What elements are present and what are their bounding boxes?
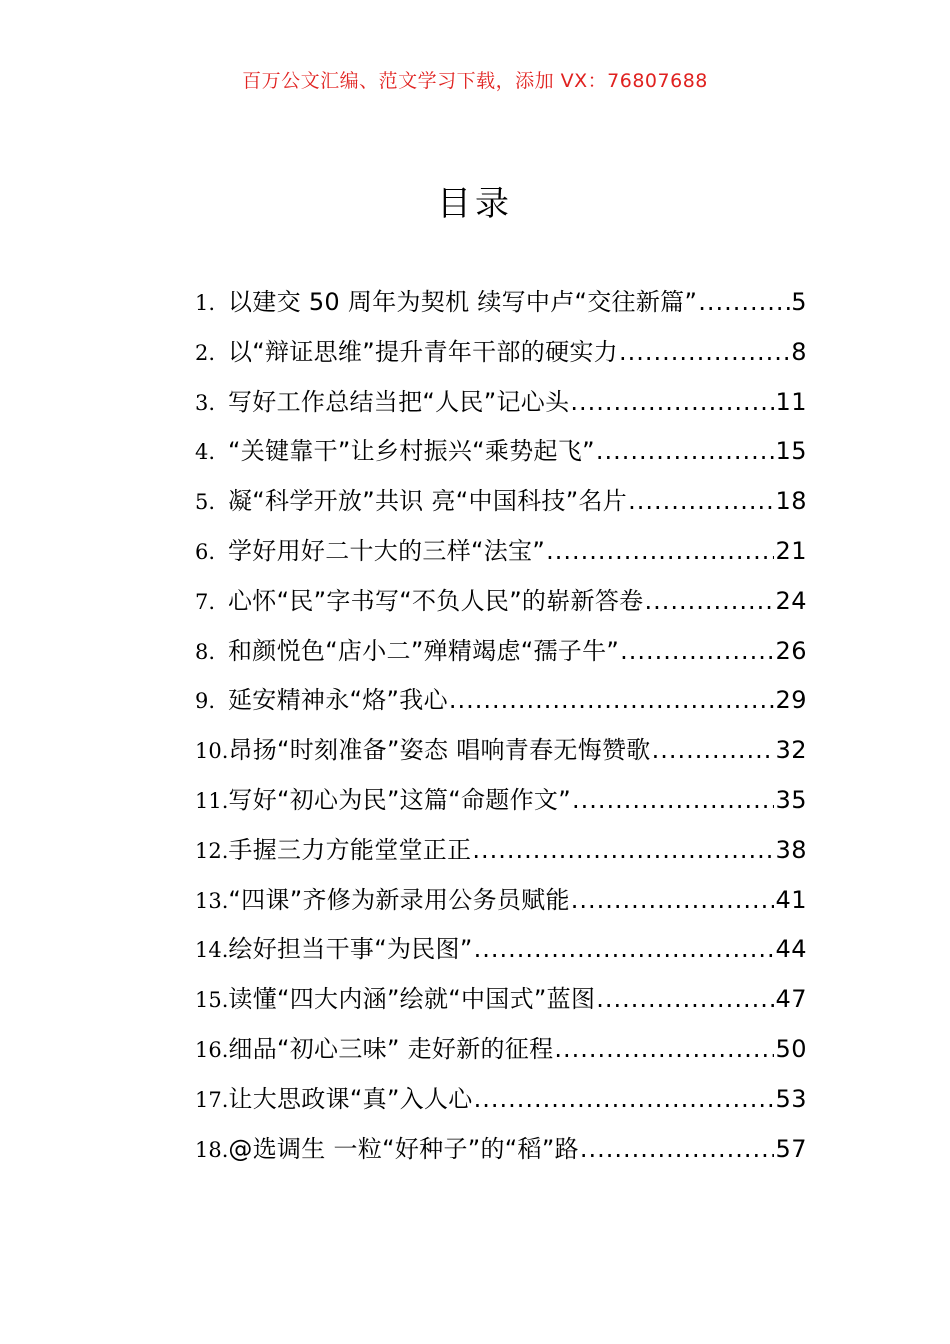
- toc-entry-number: 15.: [195, 988, 229, 1013]
- toc-entry-number: 13.: [195, 888, 229, 913]
- toc-leader-dots: [571, 880, 775, 920]
- toc-entry-page: 11: [775, 387, 807, 416]
- toc-entry-page: 50: [775, 1034, 807, 1063]
- toc-entry-page: 26: [775, 636, 807, 665]
- toc-entry[interactable]: [195, 830, 807, 880]
- toc-leader-dots: [474, 1079, 775, 1119]
- toc-entry-title[interactable]: 以建交 50 周年为契机 续写中卢“交往新篇”: [228, 288, 698, 316]
- toc-entry-title[interactable]: “四课”齐修为新录用公务员赋能: [228, 885, 570, 914]
- toc-entry-title[interactable]: 学好用好二十大的三样“法宝”: [228, 536, 546, 565]
- toc-leader-dots: [572, 780, 775, 820]
- toc-entry-page: 18: [775, 487, 807, 516]
- toc-entry[interactable]: [195, 680, 807, 730]
- toc-leader-dots: [619, 332, 790, 372]
- header-note: 百万公文汇编、范文学习下载，添加 VX：76807688: [242, 70, 708, 92]
- toc-entry-page: 15: [775, 437, 807, 466]
- toc-entry-title[interactable]: 凝“科学开放”共识 亮“中国科技”名片: [228, 487, 628, 516]
- toc-entry-title[interactable]: 手握三力方能堂堂正正: [228, 835, 472, 864]
- toc-entry-number: 16.: [195, 1037, 229, 1062]
- toc-entry-number: 7.: [195, 589, 216, 614]
- toc-entry-page: 53: [775, 1084, 807, 1113]
- toc-entry-title[interactable]: 读懂“四大内涵”绘就“中国式”蓝图: [228, 985, 596, 1014]
- toc-entry-page: 8: [791, 337, 807, 366]
- toc-entry[interactable]: [195, 1079, 807, 1129]
- toc-entry-title[interactable]: 延安精神永“烙”我心: [228, 686, 448, 715]
- toc-entry-number: 17.: [195, 1087, 229, 1112]
- toc-entry-page: 35: [775, 785, 807, 814]
- toc-entry-page: 32: [775, 736, 807, 765]
- toc-entry-page: 5: [791, 288, 807, 316]
- toc-entry[interactable]: [195, 929, 807, 979]
- toc-leader-dots: [620, 631, 774, 671]
- toc-entry-title[interactable]: 昂扬“时刻准备”姿态 唱响青春无悔赞歌: [228, 736, 651, 765]
- toc-entry[interactable]: [195, 979, 807, 1029]
- toc-entry-title[interactable]: 和颜悦色“店小二”殚精竭虑“孺子牛”: [228, 636, 620, 665]
- toc-entry-number: 4.: [195, 440, 216, 465]
- toc-leader-dots: [474, 929, 775, 969]
- toc-entry-page: 38: [775, 835, 807, 864]
- toc-entry[interactable]: [195, 880, 807, 930]
- toc-entry-number: 12.: [195, 838, 229, 863]
- toc-entry-number: 10.: [195, 739, 229, 764]
- toc-leader-dots: [596, 979, 774, 1019]
- toc-entry[interactable]: [195, 431, 807, 481]
- toc-entry[interactable]: [195, 481, 807, 531]
- toc-leader-dots: [449, 680, 775, 720]
- toc-leader-dots: [644, 581, 774, 621]
- toc-entry-number: 2.: [195, 340, 216, 365]
- toc-entry-number: 18.: [195, 1137, 229, 1162]
- toc-entry[interactable]: [195, 581, 807, 631]
- toc-entry-number: 14.: [195, 938, 229, 963]
- toc-entry-title[interactable]: @选调生 一粒“好种子”的“稻”路: [228, 1134, 579, 1163]
- toc-entry-title[interactable]: 写好工作总结当把“人民”记心头: [228, 387, 570, 416]
- toc-entry-page: 41: [775, 885, 807, 914]
- table-of-contents: [195, 282, 807, 1178]
- toc-leader-dots: [628, 481, 774, 521]
- toc-entry-page: 57: [775, 1134, 807, 1163]
- toc-leader-dots: [580, 1129, 775, 1169]
- toc-entry-page: 44: [775, 935, 807, 964]
- toc-leader-dots: [698, 282, 790, 322]
- toc-entry-title[interactable]: 以“辩证思维”提升青年干部的硬实力: [228, 337, 618, 366]
- toc-entry-page: 24: [775, 586, 807, 615]
- toc-entry-number: 5.: [195, 490, 216, 515]
- toc-entry-page: 47: [775, 985, 807, 1014]
- toc-leader-dots: [596, 431, 775, 471]
- toc-entry-number: 6.: [195, 539, 216, 564]
- toc-entry[interactable]: [195, 730, 807, 780]
- toc-entry-number: 11.: [195, 788, 229, 813]
- toc-entry[interactable]: [195, 382, 807, 432]
- toc-entry[interactable]: [195, 631, 807, 681]
- toc-entry-title[interactable]: 让大思政课“真”入人心: [228, 1084, 473, 1113]
- toc-leader-dots: [652, 730, 775, 770]
- toc-leader-dots: [554, 1029, 774, 1069]
- page-title: 目录: [437, 184, 513, 224]
- toc-leader-dots: [570, 382, 774, 422]
- toc-entry[interactable]: [195, 531, 807, 581]
- toc-entry-number: 8.: [195, 639, 216, 664]
- toc-entry-title[interactable]: 心怀“民”字书写“不负人民”的崭新答卷: [228, 586, 644, 615]
- toc-entry-title[interactable]: 细品“初心三味” 走好新的征程: [228, 1034, 554, 1063]
- toc-leader-dots: [546, 531, 774, 571]
- toc-entry-number: 3.: [195, 390, 216, 415]
- toc-entry-number: 1.: [195, 291, 216, 315]
- toc-entry-number: 9.: [195, 689, 216, 714]
- toc-entry[interactable]: [195, 1129, 807, 1179]
- toc-entry[interactable]: [195, 1029, 807, 1079]
- toc-entry[interactable]: [195, 332, 807, 382]
- toc-entry-page: 29: [775, 686, 807, 715]
- toc-entry[interactable]: [195, 282, 807, 332]
- toc-entry[interactable]: [195, 780, 807, 830]
- toc-entry-title[interactable]: “关键靠干”让乡村振兴“乘势起飞”: [228, 437, 595, 466]
- toc-entry-title[interactable]: 写好“初心为民”这篇“命题作文”: [228, 785, 571, 814]
- toc-leader-dots: [472, 830, 774, 870]
- toc-entry-page: 21: [775, 536, 807, 565]
- toc-entry-title[interactable]: 绘好担当干事“为民图”: [228, 935, 473, 964]
